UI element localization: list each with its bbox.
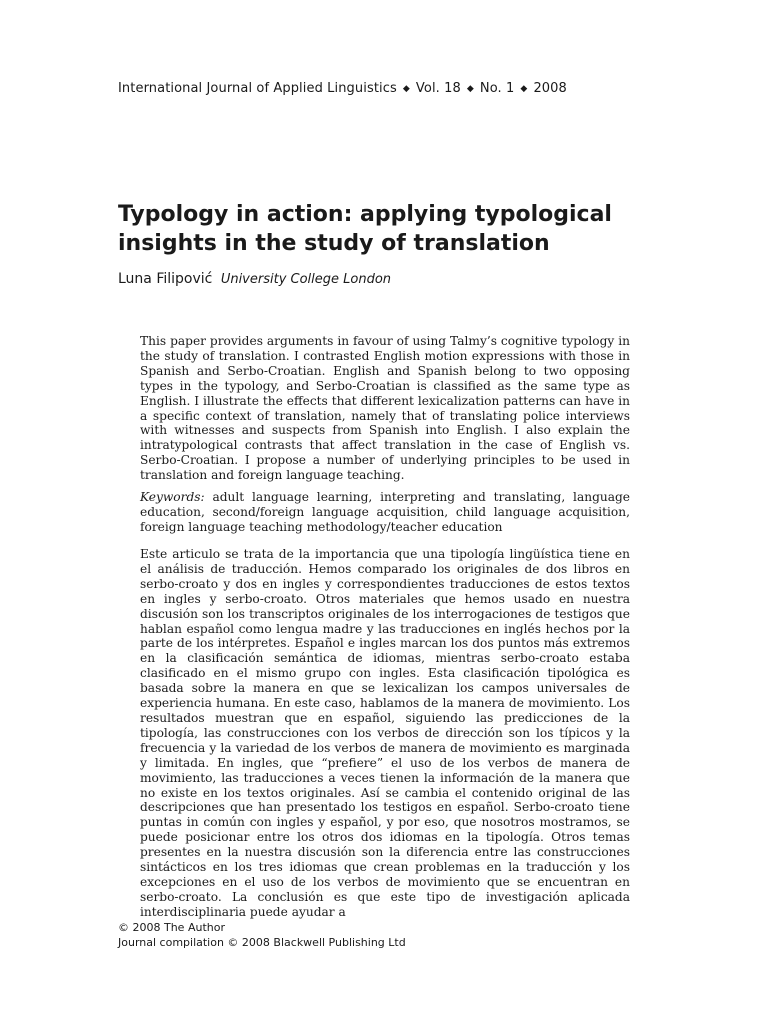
copyright-footer xyxy=(118,920,406,950)
issue-number: No. 1 xyxy=(479,81,515,96)
title-line-2: insights in the study of translation xyxy=(118,231,550,256)
journal-name: International Journal of Applied Linguistics xyxy=(118,81,397,96)
author-line xyxy=(118,271,391,287)
title-line-1: Typology in action: applying typological xyxy=(118,202,612,227)
keywords-paragraph xyxy=(140,490,630,535)
diamond-separator-icon: ◆ xyxy=(520,84,528,94)
copyright-author: © 2008 The Author xyxy=(118,921,225,934)
keywords-list: adult language learning, interpreting and translating, language education, second/foreign language acquisition, child language acquisition, foreign language teaching methodology/teacher education xyxy=(140,490,631,534)
keywords-label: Keywords: xyxy=(140,490,205,504)
running-header xyxy=(118,81,567,96)
article-title xyxy=(118,200,658,258)
spanish-abstract-paragraph: Este articulo se trata de la importancia que una tipología lingüística tiene en el análisis de traducción. Hemos comparado los originales de dos libros en serbo-croato y dos en ingles y correspondientes traducciones de estos textos en ingles y serbo-croato. Otros materiales que hemos usado en nuestra discusión son los transcriptos originales de los interrogaciones de testigos que hablan español como lengua madre y las traducciones en inglés hechos por la parte de los intérpretes. Español e ingles marcan los dos puntos más extremos en la clasificación semántica de idiomas, mientras serbo-croato estaba clasificado en el mismo grupo con ingles. Esta clasificación tipológica es basada sobre la manera en que se lexicalizan los campos universales de experiencia humana. En este caso, hablamos de la manera de movimiento. Los resultados muestran que en español, siguiendo las predicciones de la tipología, las construcciones con los verbos de dirección son los típicos y la frecuencia y la variedad de los verbos de manera de movimiento es marginada y limitada. En ingles, que “prefiere” el uso de los verbos de manera de movimiento, las traducciones a veces tienen la información de la manera que no existe en los textos originales. Así se cambia el contenido original de las descripciones que han presentado los testigos en español. Serbo-croato tiene puntas in común con ingles y español, y por eso, que nosotros mostramos, se puede posicionar entre los otros dos idiomas en la tipología. Otros temas presentes en la nuestra discusión son la diferencia entre las construcciones sintácticos en los tres idiomas que crean problemas en la traducción y los excepciones en el uso de los verbos de movimiento que se encuentran en serbo-croato. La conclusión es que este tipo de investigación aplicada interdisciplinaria puede ayudar a xyxy=(140,547,630,919)
copyright-journal: Journal compilation © 2008 Blackwell Publishing Ltd xyxy=(118,936,406,949)
author-affiliation: University College London xyxy=(220,272,392,287)
abstract-paragraph: This paper provides arguments in favour of using Talmy’s cognitive typology in the study of translation. I contrasted English motion expressions with those in Spanish and Serbo-Croatian. English and Spanish belong to two opposing types in the typology, and Serbo-Croatian is classified as the same type as English. I illustrate the effects that different lexicalization patterns can have in a specific context of translation, namely that of translating police interviews with witnesses and suspects from Spanish into English. I also explain the intratypological contrasts that affect translation in the case of English vs. Serbo-Croatian. I propose a number of underlying principles to be used in translation and foreign language teaching. xyxy=(140,334,630,483)
author-name: Luna Filipović xyxy=(118,271,213,287)
diamond-separator-icon: ◆ xyxy=(466,84,474,94)
volume-label: Vol. 18 xyxy=(415,81,461,96)
publication-year: 2008 xyxy=(533,81,567,96)
diamond-separator-icon: ◆ xyxy=(402,84,410,94)
